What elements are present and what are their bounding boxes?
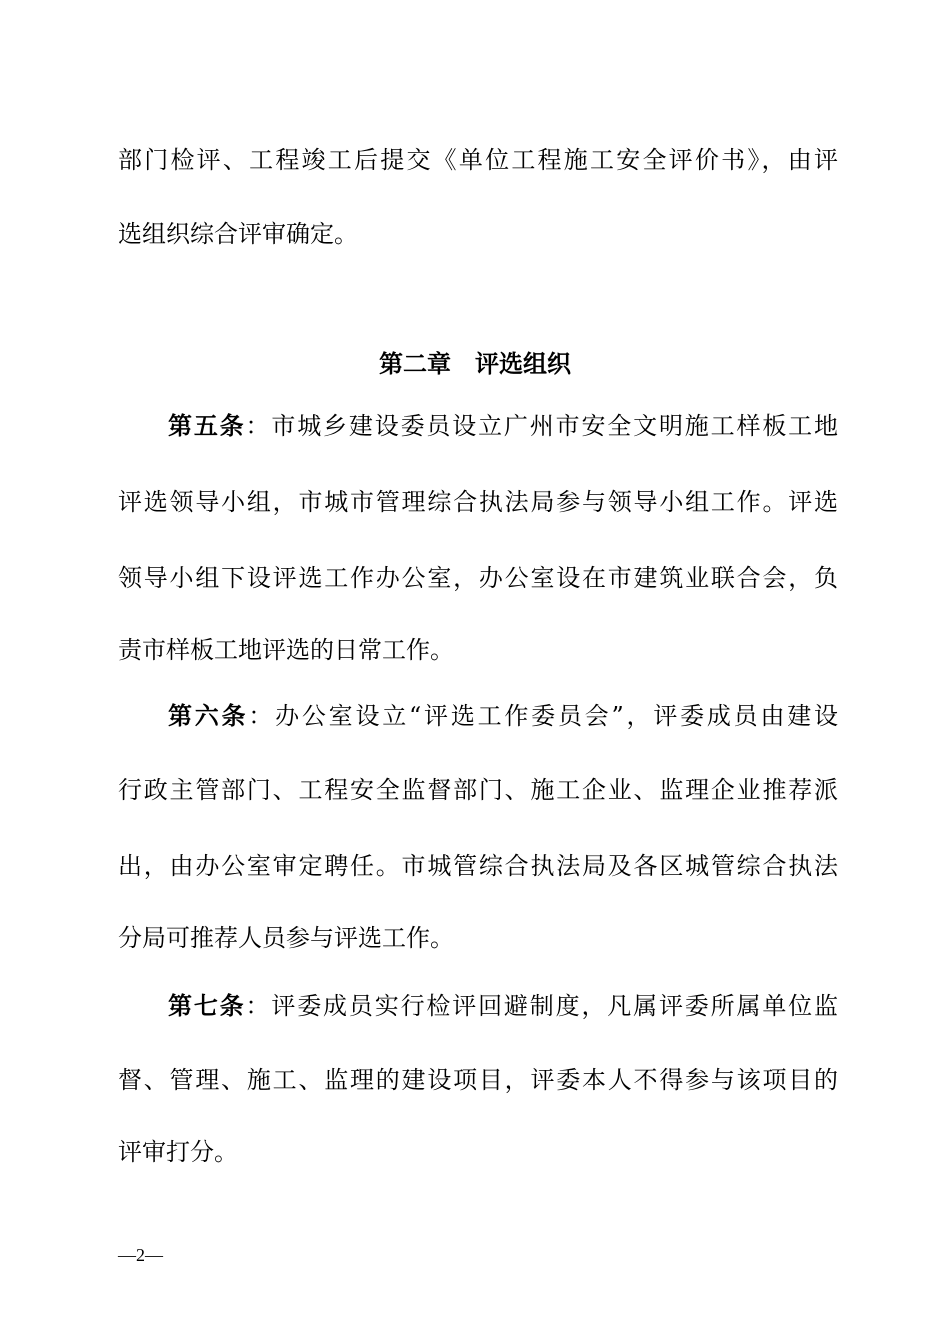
article-5-line-3: 领导小组下设评选工作办公室，办公室设在市建筑业联合会，负 — [118, 564, 838, 592]
article-5-line-4: 责市样板工地评选的日常工作。 — [118, 636, 454, 664]
article-7-line-2: 督、管理、施工、监理的建设项目，评委本人不得参与该项目的 — [118, 1066, 838, 1094]
article-5-line-2: 评选领导小组，市城市管理综合执法局参与领导小组工作。评选 — [118, 488, 838, 516]
article-6-line-4: 分局可推荐人员参与评选工作。 — [118, 924, 454, 952]
article-6-line-1 — [168, 700, 838, 732]
page-number: —2— — [118, 1245, 163, 1265]
article-6-line-3: 出，由办公室审定聘任。市城管综合执法局及各区城管综合执法 — [118, 852, 838, 880]
chapter-heading: 第二章 评选组织 — [379, 349, 571, 378]
article-6-text-1: ：办公室设立“评选工作委员会”，评委成员由建设 — [248, 702, 838, 730]
article-7-line-3: 评审打分。 — [118, 1138, 238, 1166]
article-5-label: 第五条 — [168, 411, 246, 440]
intro-line-2: 选组织综合评审确定。 — [118, 220, 358, 248]
article-7-line-1 — [168, 990, 838, 1022]
article-5-line-1 — [168, 410, 838, 442]
article-5-text-1: ：市城乡建设委员设立广州市安全文明施工样板工地 — [245, 412, 839, 440]
intro-line-1: 部门检评、工程竣工后提交《单位工程施工安全评价书》，由评 — [118, 146, 838, 174]
article-6-label: 第六条 — [168, 701, 249, 730]
article-7-text-1: ：评委成员实行检评回避制度，凡属评委所属单位监 — [245, 992, 839, 1020]
article-6-line-2: 行政主管部门、工程安全监督部门、施工企业、监理企业推荐派 — [118, 776, 838, 804]
article-7-label: 第七条 — [168, 991, 246, 1020]
